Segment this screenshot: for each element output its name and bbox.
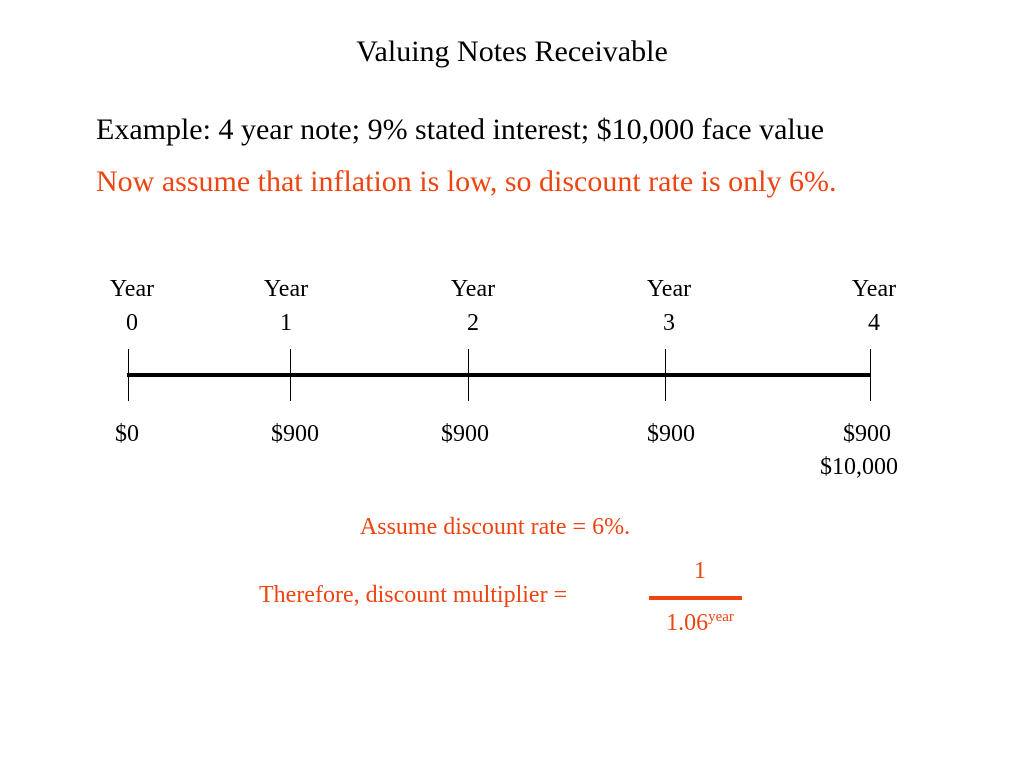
payment-year-4: $900 — [843, 421, 891, 447]
year-label-4 — [819, 272, 929, 340]
year-word: Year — [263, 276, 309, 302]
fraction-bar — [649, 596, 742, 600]
payment-year-1: $900 — [271, 421, 319, 447]
assumption-text: Now assume that inflation is low, so discount rate is only 6%. — [96, 165, 837, 198]
year-number: 0 — [126, 310, 138, 336]
denominator-exponent: year — [708, 609, 734, 625]
year-word: Year — [109, 276, 155, 302]
payment-year-2: $900 — [441, 421, 489, 447]
year-label-0 — [77, 272, 187, 340]
year-number: 2 — [467, 310, 479, 336]
timeline-tick-3 — [665, 349, 666, 401]
year-label-1 — [231, 272, 341, 340]
face-value-year-4: $10,000 — [820, 454, 898, 480]
year-label-2 — [418, 272, 528, 340]
fraction-denominator — [640, 608, 760, 638]
year-number: 4 — [868, 310, 880, 336]
timeline-tick-2 — [468, 349, 469, 401]
year-number: 3 — [663, 310, 675, 336]
discount-rate-text: Assume discount rate = 6%. — [359, 514, 631, 540]
timeline-tick-4 — [870, 349, 871, 401]
fraction-numerator: 1 — [694, 558, 706, 584]
payment-year-3: $900 — [647, 421, 695, 447]
timeline-tick-1 — [290, 349, 291, 401]
slide-title: Valuing Notes Receivable — [356, 35, 668, 68]
year-word: Year — [450, 276, 496, 302]
multiplier-label: Therefore, discount multiplier = — [259, 582, 568, 608]
timeline-tick-0 — [128, 349, 129, 401]
payment-year-0: $0 — [115, 421, 139, 447]
timeline-axis — [127, 373, 871, 377]
year-word: Year — [646, 276, 692, 302]
year-word: Year — [851, 276, 897, 302]
example-text: Example: 4 year note; 9% stated interest; $10,000 face value — [96, 113, 825, 146]
denominator-base: 1.06 — [666, 610, 709, 636]
year-label-3 — [614, 272, 724, 340]
year-number: 1 — [280, 310, 292, 336]
